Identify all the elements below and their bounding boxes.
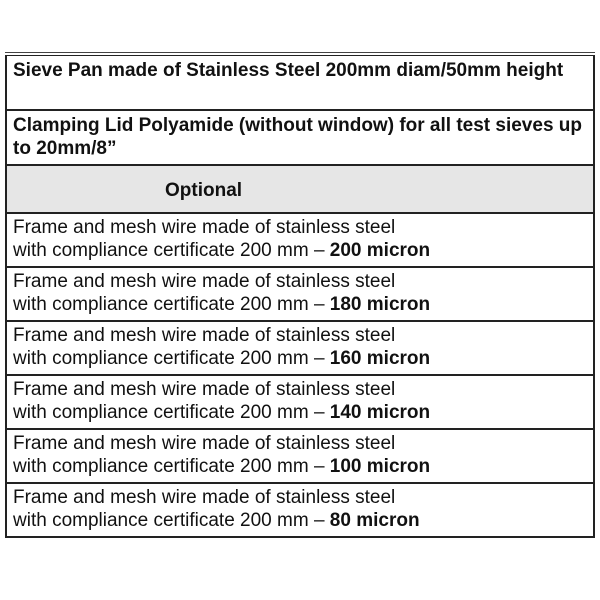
item-detail: [13, 293, 587, 316]
item-detail: [13, 347, 587, 370]
item-size: 200 micron: [329, 240, 431, 261]
section-header-label: Optional: [165, 180, 243, 201]
item-description: Frame and mesh wire made of stainless steel: [13, 379, 396, 400]
item-certificate-text: with compliance certificate 200 mm –: [13, 294, 330, 315]
table-row: [7, 482, 593, 536]
item-certificate-text: with compliance certificate 200 mm –: [13, 348, 330, 369]
item-detail: [13, 509, 587, 532]
table-row: [7, 374, 593, 428]
item-size: 80 micron: [329, 510, 420, 531]
item-description: Frame and mesh wire made of stainless steel: [13, 487, 396, 508]
section-header-optional: [7, 164, 593, 212]
item-detail: [13, 401, 587, 424]
item-certificate-text: with compliance certificate 200 mm –: [13, 402, 330, 423]
item-certificate-text: with compliance certificate 200 mm –: [13, 510, 330, 531]
item-description: Frame and mesh wire made of stainless steel: [13, 217, 396, 238]
table-top-rule: [5, 52, 595, 53]
table-row: [7, 428, 593, 482]
product-table: [5, 55, 595, 538]
item-description: Frame and mesh wire made of stainless steel: [13, 433, 396, 454]
item-size: 140 micron: [329, 402, 431, 423]
item-certificate-text: with compliance certificate 200 mm –: [13, 240, 330, 261]
table-row: [7, 212, 593, 266]
item-description: Frame and mesh wire made of stainless steel: [13, 271, 396, 292]
table-row: [7, 320, 593, 374]
item-size: 100 micron: [329, 456, 431, 477]
row-text: Clamping Lid Polyamide (without window) for all test sieves up to 20mm/8”: [13, 115, 582, 159]
item-detail: [13, 455, 587, 478]
table-row: [7, 266, 593, 320]
table-row-sieve-pan: [7, 55, 593, 109]
item-certificate-text: with compliance certificate 200 mm –: [13, 456, 330, 477]
table-row-clamping-lid: [7, 109, 593, 164]
item-description: Frame and mesh wire made of stainless steel: [13, 325, 396, 346]
item-detail: [13, 239, 587, 262]
item-size: 160 micron: [329, 348, 431, 369]
item-size: 180 micron: [329, 294, 431, 315]
row-text: Sieve Pan made of Stainless Steel 200mm diam/50mm height: [13, 60, 564, 81]
